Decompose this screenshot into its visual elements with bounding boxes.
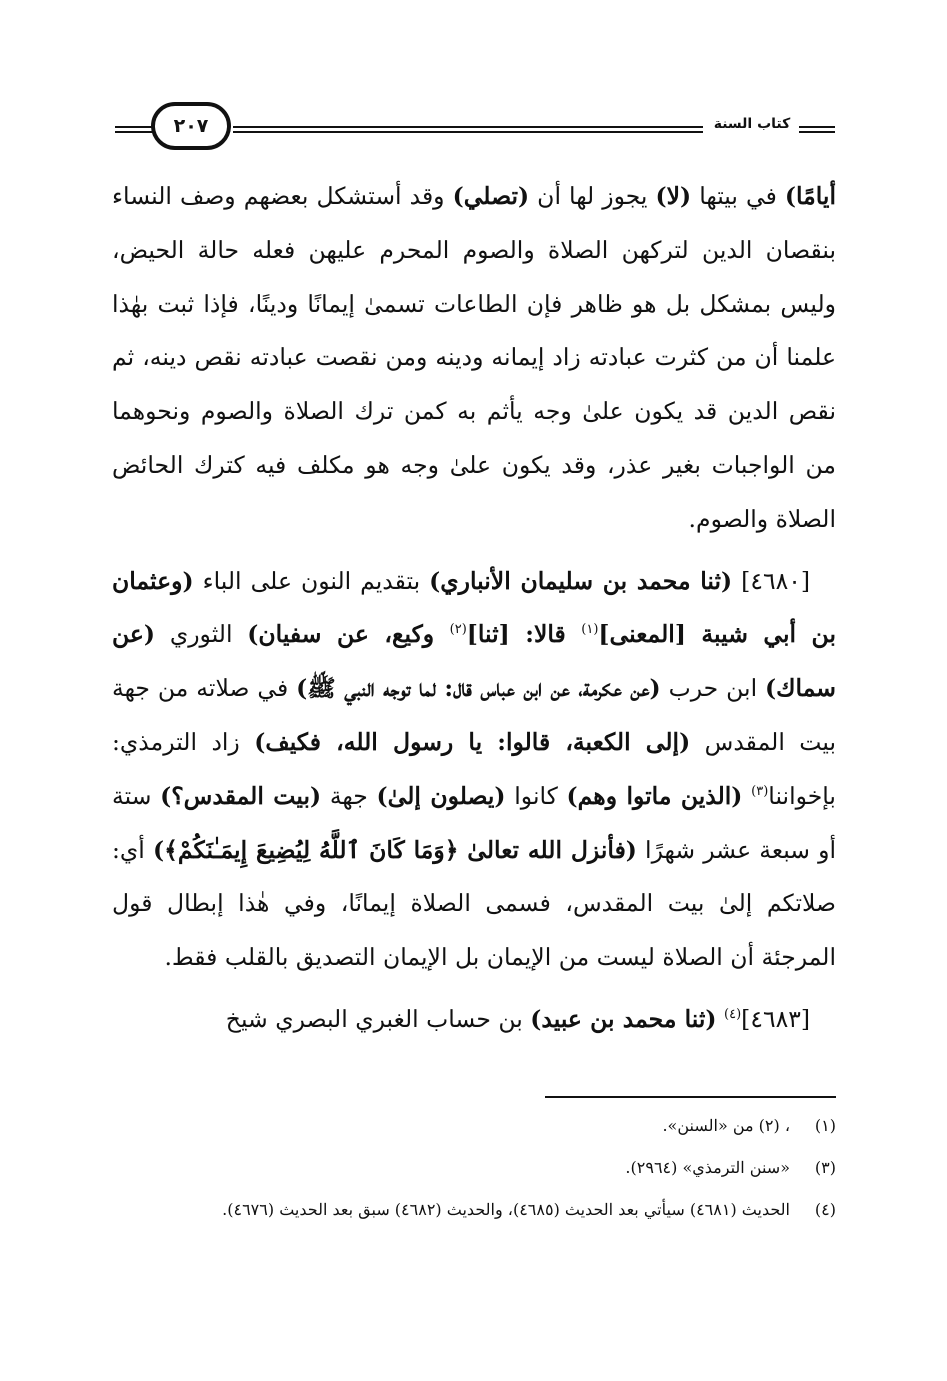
- text-span: (تصلي): [452, 182, 530, 210]
- text-span: [717, 1005, 724, 1033]
- footnote-ref: (٣): [751, 783, 769, 799]
- paragraph-hadith-4680: [112, 555, 836, 985]
- hadith-number: [٤٦٨٣]: [741, 1004, 810, 1033]
- footnote-text: الحديث (٤٦٨١) سيأتي بعد الحديث (٤٦٨٥)، والحديث (٤٦٨٢) سبق بعد الحديث (٤٦٧٦).: [222, 1200, 790, 1219]
- text-span: (يصلون إلىٰ): [376, 781, 506, 810]
- text-span: (الذين ماتوا وهم): [566, 781, 743, 810]
- paragraph-hadith-4683: [112, 993, 836, 1047]
- header-rule-middle: [233, 126, 703, 133]
- text-span: (عن سماك): [112, 620, 836, 703]
- text-span: الثوري: [155, 620, 248, 649]
- text-span: (عن عكرمة، عن ابن عباس قال: لما توجه النبي ﷺ): [296, 674, 661, 703]
- text-span: وكيع، عن سفيان): [247, 620, 450, 649]
- footnote-ref: (٤): [724, 1007, 742, 1023]
- page-number-badge: [151, 102, 231, 150]
- text-span: (وعثمان بن أبي شيبة [المعنى]: [112, 566, 836, 649]
- text-span: ستة أو سبعة عشر شهرًا: [112, 781, 836, 864]
- text-span: (إلى الكعبة، قالوا: يا رسول الله، فكيف): [254, 727, 691, 756]
- footnote-number: (٣): [814, 1158, 836, 1177]
- footnotes: [112, 1108, 836, 1228]
- footnote-separator: [545, 1096, 836, 1098]
- footnote-text: «سنن الترمذي» (٢٩٦٤).: [625, 1158, 790, 1177]
- text-span: بن حساب الغبري البصري شيخ: [225, 1004, 531, 1033]
- hadith-number: [٤٦٨٠]: [732, 566, 810, 595]
- footnote-ref: (٢): [449, 622, 467, 638]
- text-span: في صلاته من جهة بيت المقدس: [112, 674, 837, 756]
- text-span: كانوا: [505, 781, 567, 810]
- text-span: أي: صلاتكم إلىٰ بيت المقدس، فسمى الصلاة إيمانًا، وفي هٰذا إبطال قول المرجئة أن الصلاة ليست من الإيمان بل الإيمان التصديق بالقلب فقط.: [112, 835, 836, 972]
- footnote-number: (٤): [814, 1200, 836, 1219]
- header-rule-left: [115, 126, 155, 133]
- text-span: [742, 782, 751, 810]
- footnote-4: [112, 1192, 836, 1228]
- page-header: [115, 96, 835, 160]
- text-span: في بيتها: [691, 182, 785, 210]
- main-text: [112, 170, 836, 1047]
- page-number: ٢٠٧: [173, 115, 209, 137]
- text-span: ابن حرب: [660, 674, 766, 703]
- footnote-3: [112, 1150, 836, 1186]
- footnote-number: (١): [814, 1116, 836, 1135]
- text-span: بتقديم النون على الباء: [193, 566, 430, 595]
- text-span: (ثنا محمد بن سليمان الأنباري): [429, 566, 733, 595]
- footnote-1: [112, 1108, 836, 1144]
- footnote-ref: (١): [581, 622, 599, 638]
- text-span: وقد أستشكل بعضهم وصف النساء بنقصان الدين لتركهن الصلاة والصوم المحرم عليهن فعله حالة الحيض، وليس بمشكل بل هو ظاهر فإن الطاعات تسمىٰ إيمانًا ودينًا، فإذا ثبت بهٰذا علمنا أن من كثرت عبادته زاد إيمانه ودينه ومن نقصت عبادته نقص دينه، ثم نقص الدين قد يكون علىٰ وجه يأثم به كمن ترك الصلاة والصوم ونحوهما من الواجبات بغير عذر، وقد يكون علىٰ وجه هو مكلف فيه كترك الحائض الصلاة والصوم.: [112, 182, 836, 533]
- text-span: جهة: [321, 781, 377, 810]
- text-span: (لا): [655, 182, 692, 210]
- text-span: زاد الترمذي: بإخواننا: [112, 727, 836, 810]
- footnote-text: ، (٢) من «السنن».: [662, 1116, 790, 1135]
- text-span: (ثنا محمد بن عبيد): [530, 1004, 717, 1033]
- text-span: أيامًا): [784, 182, 836, 210]
- text-span: (بيت المقدس؟): [160, 781, 322, 810]
- running-title: كتاب السنة: [713, 116, 791, 132]
- paragraph-1: [112, 170, 836, 547]
- header-rule-right: [799, 126, 835, 133]
- text-span: (فأنزل الله تعالىٰ ﴿وَمَا كَانَ ٱللَّهُ لِيُضِيعَ إِيمَـٰنَكُمْ﴾): [152, 835, 637, 864]
- text-span: يجوز لها أن: [529, 182, 656, 210]
- text-span: قالا: [ثنا]: [466, 620, 582, 649]
